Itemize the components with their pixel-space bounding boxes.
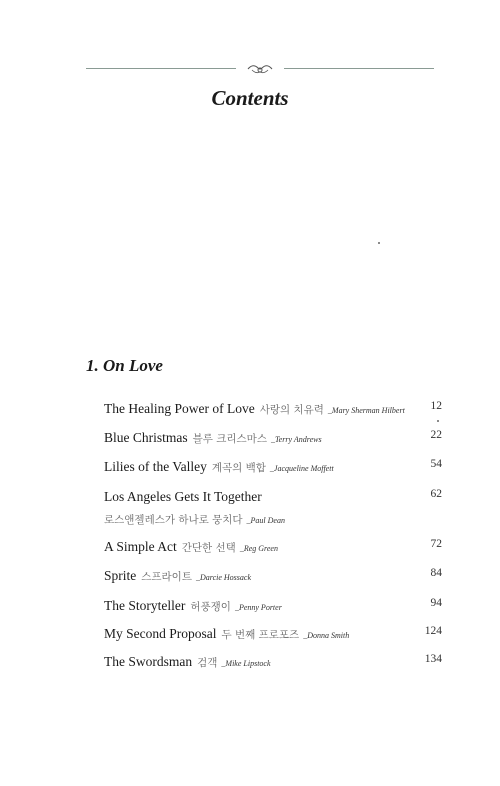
toc-entry[interactable] xyxy=(104,597,442,615)
toc-entry[interactable] xyxy=(104,488,442,528)
entry-korean-title: 두 번째 프로포즈 xyxy=(221,629,300,641)
entry-page-number: 22 xyxy=(430,429,442,441)
speck-mark xyxy=(437,420,439,422)
entry-title: Lilies of the Valley xyxy=(104,459,207,474)
entry-korean-title: 허풍쟁이 xyxy=(190,601,231,613)
section-heading: 1. On Love xyxy=(86,356,163,375)
toc-entry[interactable] xyxy=(104,538,442,556)
entry-author: _Mike Lipstock xyxy=(221,659,271,668)
entry-korean-title: 로스앤젤레스가 하나로 뭉치다 xyxy=(104,514,243,526)
page-title: Contents xyxy=(211,86,289,110)
entry-korean-title: 검객 xyxy=(197,657,218,669)
entry-page-number: 94 xyxy=(430,597,442,609)
speck-mark xyxy=(378,242,380,244)
entry-korean-title: 계곡의 백합 xyxy=(211,462,266,474)
entry-title: A Simple Act xyxy=(104,539,177,554)
header-rule-right xyxy=(284,68,434,69)
entry-title: The Healing Power of Love xyxy=(104,401,255,416)
toc-entry[interactable] xyxy=(104,400,442,418)
entry-title: The Swordsman xyxy=(104,654,193,669)
toc-entry[interactable] xyxy=(104,458,442,476)
toc-entry[interactable] xyxy=(104,429,442,447)
entry-title: My Second Proposal xyxy=(104,626,217,641)
header-rule-left xyxy=(86,68,236,69)
entry-author: _Paul Dean xyxy=(246,516,285,525)
toc-entry[interactable] xyxy=(104,653,442,671)
entry-title: Los Angeles Gets It Together xyxy=(104,489,262,504)
entry-author: _Terry Andrews xyxy=(270,435,322,444)
entry-page-number: 72 xyxy=(430,538,442,550)
entry-korean-title: 간단한 선택 xyxy=(181,542,236,554)
entry-korean-title: 스프라이트 xyxy=(141,571,192,583)
entry-title: Sprite xyxy=(104,568,137,583)
entry-page-number: 62 xyxy=(430,488,442,500)
entry-page-number: 134 xyxy=(424,653,442,665)
entry-page-number: 84 xyxy=(430,567,442,579)
entry-page-number: 12 xyxy=(430,400,442,412)
entry-author: _Donna Smith xyxy=(303,631,350,640)
flourish-icon xyxy=(246,60,274,76)
entry-author: _Darcie Hossack xyxy=(195,573,251,582)
entry-page-number: 124 xyxy=(424,625,442,637)
entry-page-number: 54 xyxy=(430,458,442,470)
toc-entry[interactable] xyxy=(104,567,442,585)
entry-title: Blue Christmas xyxy=(104,430,188,445)
entry-author: _Reg Green xyxy=(239,544,278,553)
entry-korean-title: 사랑의 치유력 xyxy=(259,404,324,416)
entry-author: _Penny Porter xyxy=(234,603,282,612)
entry-author: _Mary Sherman Hilbert xyxy=(327,406,405,415)
entry-title: The Storyteller xyxy=(104,598,186,613)
entry-author: _Jacqueline Moffett xyxy=(269,464,334,473)
entry-korean-title: 블루 크리스마스 xyxy=(192,433,267,445)
toc-entry[interactable] xyxy=(104,625,442,643)
header-ornament xyxy=(86,60,434,76)
